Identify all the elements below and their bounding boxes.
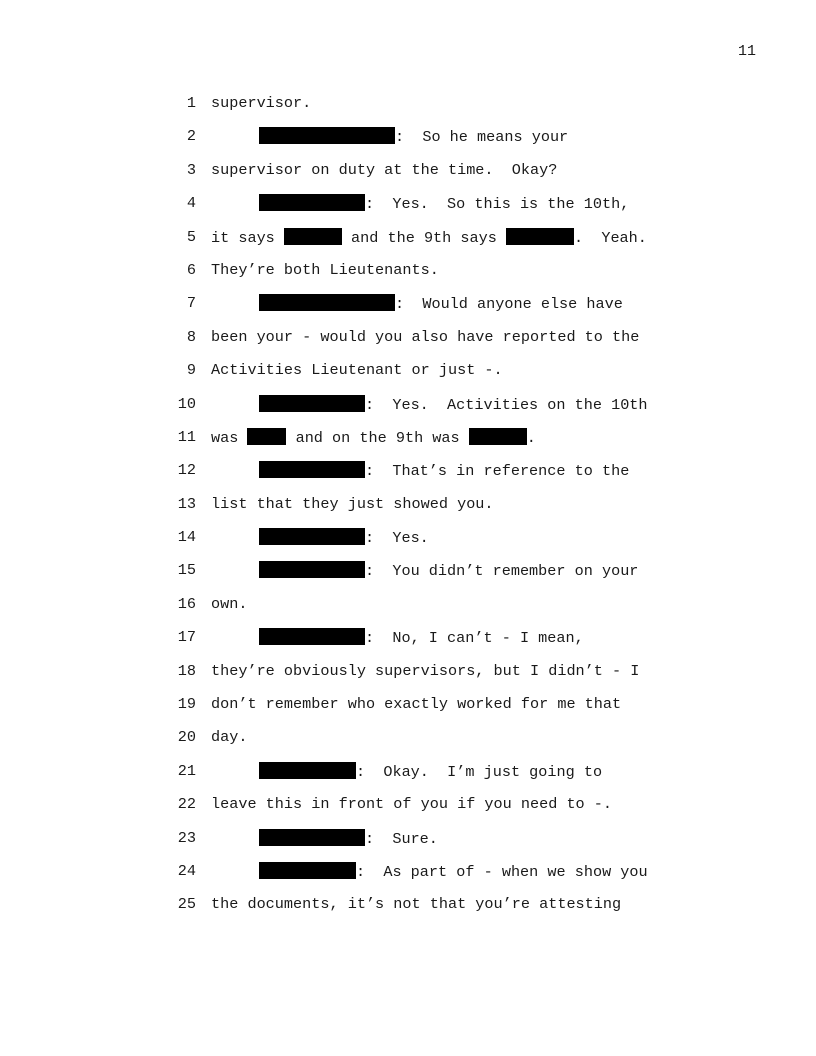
transcript-line bbox=[170, 495, 710, 528]
text-segment: : Would anyone else have bbox=[395, 295, 623, 314]
line-number: 3 bbox=[186, 160, 196, 179]
line-number: 25 bbox=[177, 895, 196, 914]
transcript-line bbox=[170, 428, 710, 461]
line-text bbox=[211, 595, 247, 613]
transcript-body bbox=[170, 94, 710, 929]
line-number: 9 bbox=[186, 361, 196, 380]
transcript-line bbox=[170, 595, 710, 628]
page-number: 11 bbox=[738, 43, 757, 60]
redaction-bar bbox=[259, 395, 365, 412]
transcript-line bbox=[170, 695, 710, 728]
line-number: 23 bbox=[177, 828, 196, 847]
text-segment: own. bbox=[211, 594, 248, 613]
text-segment: : Yes. bbox=[365, 529, 429, 548]
line-text bbox=[211, 194, 629, 213]
text-segment: day. bbox=[211, 728, 248, 747]
transcript-line bbox=[170, 762, 710, 795]
line-text bbox=[211, 762, 602, 781]
redaction-bar bbox=[259, 194, 365, 211]
transcript-line bbox=[170, 561, 710, 594]
transcript-line bbox=[170, 795, 710, 828]
text-segment: : Yes. Activities on the 10th bbox=[365, 395, 648, 414]
text-segment: and the 9th says bbox=[341, 228, 506, 247]
line-number: 20 bbox=[177, 728, 196, 747]
redaction-bar bbox=[259, 294, 395, 311]
redaction-bar bbox=[259, 628, 365, 645]
line-number: 10 bbox=[177, 394, 196, 413]
line-text bbox=[211, 695, 621, 713]
transcript-line bbox=[170, 228, 710, 261]
line-number: 5 bbox=[186, 227, 196, 246]
line-text bbox=[211, 461, 629, 480]
text-segment: : You didn’t remember on your bbox=[365, 562, 639, 581]
transcript-line bbox=[170, 829, 710, 862]
text-segment: : Okay. I’m just going to bbox=[356, 762, 603, 781]
line-number: 24 bbox=[177, 861, 196, 880]
line-number: 14 bbox=[177, 528, 196, 547]
text-segment: : So he means your bbox=[395, 128, 569, 147]
line-number: 19 bbox=[177, 695, 196, 714]
redaction-bar bbox=[506, 228, 574, 245]
line-text bbox=[211, 528, 429, 547]
transcript-line bbox=[170, 862, 710, 895]
line-text bbox=[211, 662, 639, 680]
line-number: 7 bbox=[186, 294, 196, 313]
transcript-line bbox=[170, 161, 710, 194]
redaction-bar bbox=[259, 561, 365, 578]
transcript-line bbox=[170, 662, 710, 695]
line-text bbox=[211, 94, 311, 112]
line-text bbox=[211, 795, 612, 813]
text-segment: leave this in front of you if you need to -. bbox=[211, 795, 613, 814]
redaction-bar bbox=[259, 829, 365, 846]
text-segment: Activities Lieutenant or just -. bbox=[211, 361, 503, 380]
text-segment: : As part of - when we show you bbox=[356, 862, 648, 881]
line-text bbox=[211, 495, 494, 513]
text-segment: : That’s in reference to the bbox=[365, 462, 630, 481]
line-text bbox=[211, 328, 639, 346]
text-segment: don’t remember who exactly worked for me that bbox=[211, 695, 622, 714]
text-segment: list that they just showed you. bbox=[211, 494, 494, 513]
text-segment: . Yeah. bbox=[573, 228, 647, 247]
text-segment: supervisor. bbox=[211, 94, 312, 112]
text-segment: . bbox=[526, 428, 536, 447]
transcript-line bbox=[170, 194, 710, 227]
redaction-bar bbox=[469, 428, 527, 445]
transcript-line bbox=[170, 294, 710, 327]
line-number: 13 bbox=[177, 494, 196, 513]
redaction-bar bbox=[259, 461, 365, 478]
line-text bbox=[211, 294, 623, 313]
redaction-bar bbox=[259, 762, 356, 779]
line-number: 11 bbox=[177, 427, 196, 446]
line-text bbox=[211, 428, 536, 447]
transcript-line bbox=[170, 127, 710, 160]
transcript-line bbox=[170, 261, 710, 294]
line-text bbox=[211, 161, 557, 179]
text-segment: it says bbox=[211, 228, 284, 247]
text-segment: : No, I can’t - I mean, bbox=[365, 629, 584, 648]
line-text bbox=[211, 395, 648, 414]
line-number: 16 bbox=[177, 594, 196, 613]
text-segment: the documents, it’s not that you’re attesting bbox=[211, 895, 622, 914]
line-number: 18 bbox=[177, 661, 196, 680]
line-number: 21 bbox=[177, 761, 196, 780]
transcript-line bbox=[170, 461, 710, 494]
transcript-line bbox=[170, 728, 710, 761]
redaction-bar bbox=[247, 428, 286, 445]
line-text bbox=[211, 228, 647, 247]
line-text bbox=[211, 261, 439, 279]
line-text bbox=[211, 895, 621, 913]
line-text bbox=[211, 628, 584, 647]
line-number: 17 bbox=[177, 628, 196, 647]
text-segment: they’re obviously supervisors, but I didn’t - I bbox=[211, 661, 640, 680]
line-number: 2 bbox=[186, 127, 196, 146]
transcript-line bbox=[170, 94, 710, 127]
line-text bbox=[211, 361, 503, 379]
transcript-line bbox=[170, 361, 710, 394]
transcript-line bbox=[170, 395, 710, 428]
text-segment: : Yes. So this is the 10th, bbox=[365, 195, 630, 214]
line-text bbox=[211, 862, 648, 881]
line-text bbox=[211, 829, 438, 848]
transcript-line bbox=[170, 628, 710, 661]
transcript-line bbox=[170, 895, 710, 928]
line-number: 8 bbox=[186, 327, 196, 346]
line-number: 4 bbox=[186, 194, 196, 213]
text-segment: was bbox=[211, 428, 248, 447]
redaction-bar bbox=[284, 228, 342, 245]
line-number: 1 bbox=[186, 94, 196, 112]
transcript-line bbox=[170, 528, 710, 561]
line-number: 22 bbox=[177, 795, 196, 814]
redaction-bar bbox=[259, 862, 356, 879]
line-text bbox=[211, 728, 247, 746]
line-text bbox=[211, 127, 568, 146]
redaction-bar bbox=[259, 528, 365, 545]
transcript-line bbox=[170, 328, 710, 361]
line-text bbox=[211, 561, 638, 580]
line-number: 15 bbox=[177, 561, 196, 580]
redaction-bar bbox=[259, 127, 395, 144]
text-segment: and on the 9th was bbox=[286, 428, 469, 447]
text-segment: They’re both Lieutenants. bbox=[211, 260, 439, 279]
text-segment: supervisor on duty at the time. Okay? bbox=[211, 160, 558, 179]
line-number: 6 bbox=[186, 260, 196, 279]
line-number: 12 bbox=[177, 461, 196, 480]
text-segment: : Sure. bbox=[365, 829, 438, 848]
text-segment: been your - would you also have reported to the bbox=[211, 327, 640, 346]
